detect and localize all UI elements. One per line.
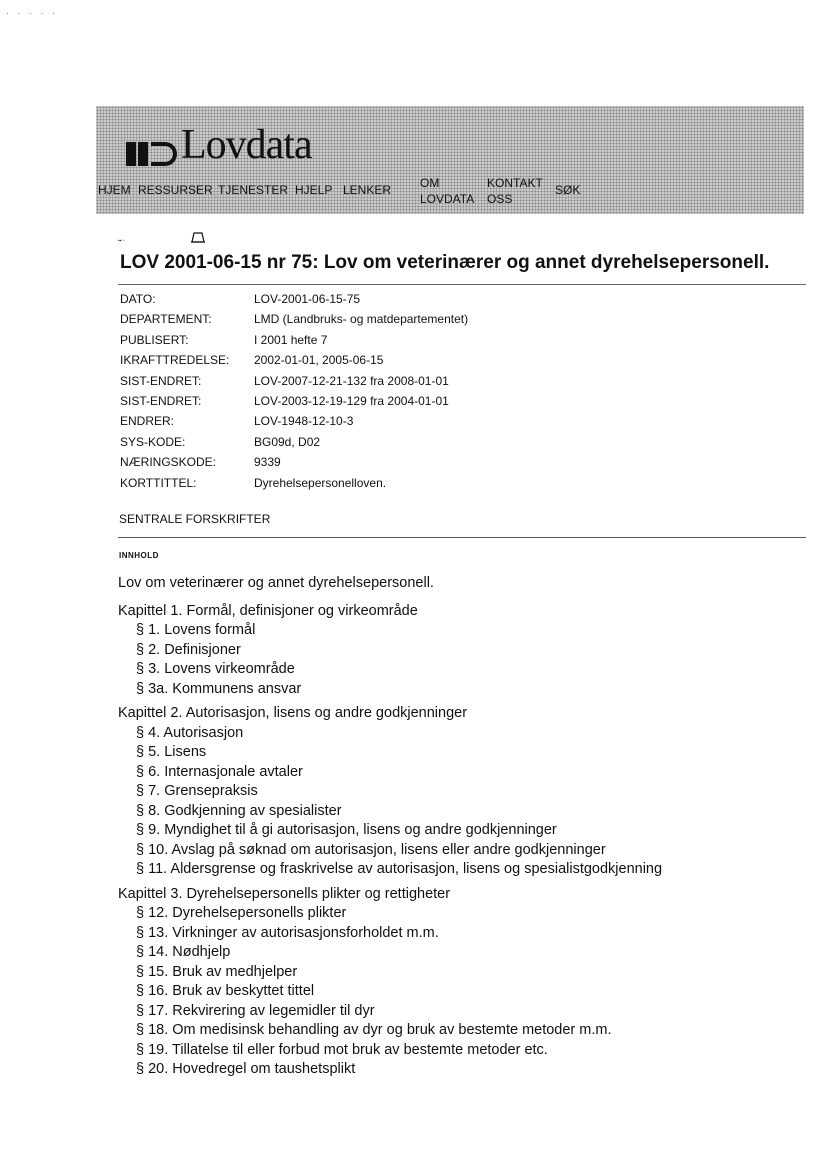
toc-section[interactable]: § 7. Grensepraksis (136, 783, 258, 799)
corner-dots: · · · · · (6, 8, 58, 18)
meta-key: IKRAFTTREDELSE: (120, 353, 230, 368)
nav-oss[interactable]: OSS (487, 192, 513, 206)
meta-row (120, 455, 468, 475)
table-of-contents (118, 574, 662, 1080)
document-title: LOV 2001-06-15 nr 75: Lov om veterinærer og annet dyrehelsepersonell. (120, 252, 770, 273)
meta-row (120, 374, 468, 394)
print-icon[interactable] (190, 231, 206, 243)
meta-key: PUBLISERT: (120, 332, 189, 347)
meta-row (120, 312, 468, 332)
toc-section[interactable]: § 6. Internasjonale avtaler (136, 763, 303, 780)
section-divider (118, 537, 806, 538)
toc-section[interactable]: § 1. Lovens formål (136, 622, 256, 638)
nav-hjelp[interactable]: HJELP (295, 183, 333, 197)
meta-row (120, 414, 468, 434)
nav-sok[interactable]: SØK (555, 183, 581, 197)
innhold-heading: INNHOLD (119, 551, 159, 560)
meta-value[interactable]: LOV-2007-12-21-132 fra 2008-01-01 (254, 373, 449, 388)
toc-section[interactable]: § 11. Aldersgrense og fraskrivelse av autorisasjon, lisens og spesialistgodkjenning (136, 861, 663, 877)
meta-value: Dyrehelsepersonelloven. (254, 475, 387, 490)
toc-section[interactable]: § 20. Hovedregel om taushetsplikt (136, 1061, 356, 1077)
toc-section[interactable]: § 5. Lisens (136, 744, 207, 760)
toc-section[interactable]: § 17. Rekvirering av legemidler til dyr (136, 1002, 375, 1019)
toc-section[interactable]: § 13. Virkninger av autorisasjonsforholdet m.m. (136, 924, 439, 941)
meta-row (120, 435, 468, 455)
toc-section[interactable]: § 16. Bruk av beskyttet tittel (136, 983, 315, 999)
toc-section[interactable]: § 10. Avslag på søknad om autorisasjon, lisens eller andre godkjenninger (136, 841, 606, 858)
nav-lovdata[interactable]: LOVDATA (420, 192, 475, 206)
nav-lenker[interactable]: LENKER (343, 183, 392, 197)
toc-section[interactable]: § 3a. Kommunens ansvar (136, 680, 302, 697)
meta-key: SIST-ENDRET: (120, 373, 202, 388)
meta-row (120, 353, 468, 373)
toc-section[interactable]: § 8. Godkjenning av spesialister (136, 802, 342, 819)
toc-section[interactable]: § 12. Dyrehelsepersonells plikter (136, 905, 347, 921)
meta-row (120, 476, 468, 496)
meta-value: LOV-2001-06-15-75 (254, 292, 361, 306)
meta-key: SYS-KODE: (120, 434, 186, 449)
meta-key: NÆRINGSKODE: (120, 455, 217, 470)
meta-key: DATO: (120, 292, 156, 306)
nav-tjenester[interactable]: TJENESTER (218, 183, 289, 197)
nav-ressurser[interactable]: RESSURSER (138, 183, 213, 197)
meta-row (120, 333, 468, 353)
toc-section[interactable]: § 2. Definisjoner (136, 641, 241, 658)
small-tag: ▪▪ ▫ (118, 238, 125, 244)
toc-section[interactable]: § 19. Tillatelse til eller forbud mot bruk av bestemte metoder etc. (136, 1041, 548, 1058)
toc-lead[interactable]: Lov om veterinærer og annet dyrehelsepersonell. (118, 575, 434, 591)
nav-hjem[interactable]: HJEM (98, 183, 131, 197)
logo-text: Lovdata (181, 122, 312, 168)
toc-section[interactable]: § 15. Bruk av medhjelper (136, 963, 298, 980)
meta-value: 9339 (254, 455, 281, 470)
toc-chapter-1[interactable]: Kapittel 1. Formål, definisjoner og virkeområde (118, 602, 418, 619)
meta-key: SIST-ENDRET: (120, 393, 202, 408)
meta-value: BG09d, D02 (254, 434, 321, 449)
meta-row (120, 394, 468, 414)
toc-section[interactable]: § 3. Lovens virkeområde (136, 661, 295, 677)
meta-value[interactable]: LOV-2003-12-19-129 fra 2004-01-01 (254, 393, 449, 408)
toc-section[interactable]: § 4. Autorisasjon (136, 724, 244, 741)
nav-om[interactable]: OM (420, 176, 440, 190)
title-divider (118, 284, 806, 285)
meta-value: I 2001 hefte 7 (254, 332, 328, 347)
meta-key: DEPARTEMENT: (120, 312, 212, 327)
sentrale-forskrifter-link[interactable]: SENTRALE FORSKRIFTER (119, 512, 271, 526)
lovdata-logo-icon (126, 142, 177, 166)
meta-value[interactable]: LOV-1948-12-10-3 (254, 414, 354, 429)
toc-chapter-3[interactable]: Kapittel 3. Dyrehelsepersonells plikter og rettigheter (118, 885, 451, 902)
toc-section[interactable]: § 14. Nødhjelp (136, 944, 231, 960)
metadata-table (120, 292, 468, 496)
meta-key: ENDRER: (120, 414, 175, 429)
nav-kontakt[interactable]: KONTAKT (487, 176, 543, 190)
meta-value: 2002-01-01, 2005-06-15 (254, 353, 384, 368)
toc-section[interactable]: § 18. Om medisinsk behandling av dyr og bruk av bestemte metoder m.m. (136, 1022, 612, 1038)
meta-value: LMD (Landbruks- og matdepartementet) (254, 312, 469, 327)
meta-row (120, 292, 468, 312)
lovdata-logo[interactable] (126, 124, 312, 166)
meta-key: KORTTITTEL: (120, 475, 197, 490)
toc-chapter-2[interactable]: Kapittel 2. Autorisasjon, lisens og andre godkjenninger (118, 705, 468, 721)
toc-section[interactable]: § 9. Myndighet til å gi autorisasjon, lisens og andre godkjenninger (136, 822, 557, 838)
